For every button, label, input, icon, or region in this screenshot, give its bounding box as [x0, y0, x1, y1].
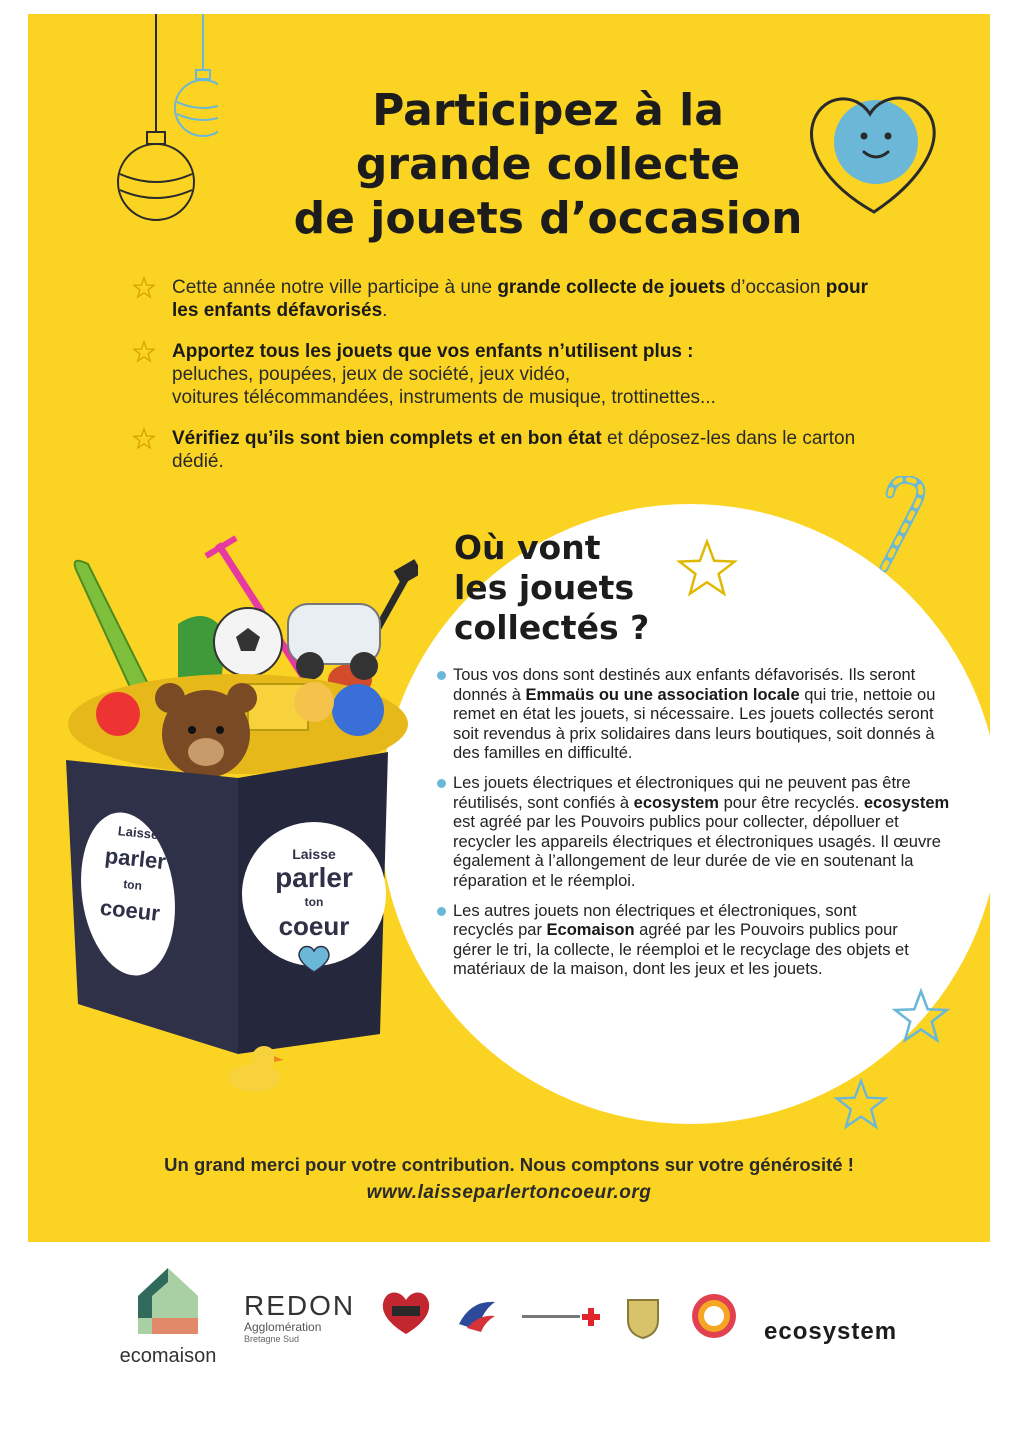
- star-outline-icon: [672, 536, 742, 602]
- star-outline-icon: [832, 1076, 890, 1134]
- bullet-dot-icon: [437, 671, 446, 680]
- partner-logo-fd: [690, 1292, 738, 1340]
- star-icon: [132, 276, 156, 300]
- bullet-dot-icon: [437, 907, 446, 916]
- partner-logo-red-cross: [522, 1306, 604, 1330]
- star-icon: [132, 427, 156, 451]
- title-line-3: de jouets d’occasion: [293, 193, 803, 244]
- where-bullet-3: Les autres jouets non électriques et électroniques, sont recyclés par Ecomaison agréé par les Pouvoirs publics pour gérer le tri, la collecte, le réemploi et le recyclage des objets et matériaux de la maison, dont les jeux et les jouets.: [435, 902, 913, 980]
- website-link[interactable]: www.laisseparlertoncoeur.org: [366, 1182, 652, 1203]
- intro-item-2: Apportez tous les jouets que vos enfants n’utilisent plus : peluches, poupées, jeux de société, jeux vidéo, voitures télécommandées, instruments de musique, trottinettes...: [132, 340, 892, 409]
- thanks-text: Un grand merci pour votre contribution. Nous comptons sur votre générosité !: [164, 1154, 854, 1175]
- ecosystem-logo: ecosystem: [764, 1318, 898, 1345]
- redon-agglomeration-logo: REDON Agglomération Bretagne Sud: [244, 1290, 356, 1344]
- where-title: Où vont les jouets collectés ?: [454, 528, 650, 647]
- box-front-label: Laisse parler ton coeur: [275, 846, 353, 941]
- intro-list: [132, 276, 892, 491]
- candy-cane-icon: [870, 476, 940, 576]
- toy-collection-box-illustration: [58, 534, 418, 1094]
- partner-logo-republique: [455, 1294, 499, 1334]
- intro-item-1: Cette année notre ville participe à une grande collecte de jouets d’occasion pour les enfants défavorisés.: [132, 276, 892, 322]
- where-bullet-list: [435, 666, 955, 990]
- where-bullet-2: Les jouets électriques et électroniques qui ne peuvent pas être réutilisés, sont confiés à ecosystem pour être recyclés. ecosystem est agréé par les Pouvoirs publics pour collecter, dépolluer et recycler les appareils électriques et électroniques usagés. Il œuvre également à l’allongement de leur durée de vie en soutenant la réparation et le réemploi.: [435, 774, 955, 892]
- where-bullet-1: Tous vos dons sont destinés aux enfants défavorisés. Ils seront donnés à Emmaüs ou une association locale qui trie, nettoie ou remet en état les jouets, si nécessaire. Les jouets collectés seront soit revendus à prix solidaires dans leurs boutiques, soit donnés à des familles en difficulté.: [435, 666, 955, 764]
- intro-item-3: Vérifiez qu’ils sont bien complets et en bon état et déposez-les dans le carton dédié.: [132, 427, 892, 473]
- title-line-1: Participez à la: [372, 85, 724, 136]
- partner-logo-coat-of-arms: [626, 1294, 660, 1340]
- poster: [28, 14, 990, 1242]
- star-icon: [132, 340, 156, 364]
- star-outline-icon: [890, 986, 952, 1048]
- title-line-2: grande collecte: [355, 139, 741, 190]
- page-title: [198, 84, 898, 246]
- ecomaison-house-icon: [130, 1262, 206, 1338]
- partner-logo-red-heart: [378, 1288, 434, 1338]
- ecomaison-logo: ecomaison: [108, 1262, 228, 1368]
- box-side-label: Laisse parler ton coeur: [98, 823, 168, 926]
- heart-logo-icon: [297, 944, 331, 974]
- bullet-dot-icon: [437, 779, 446, 788]
